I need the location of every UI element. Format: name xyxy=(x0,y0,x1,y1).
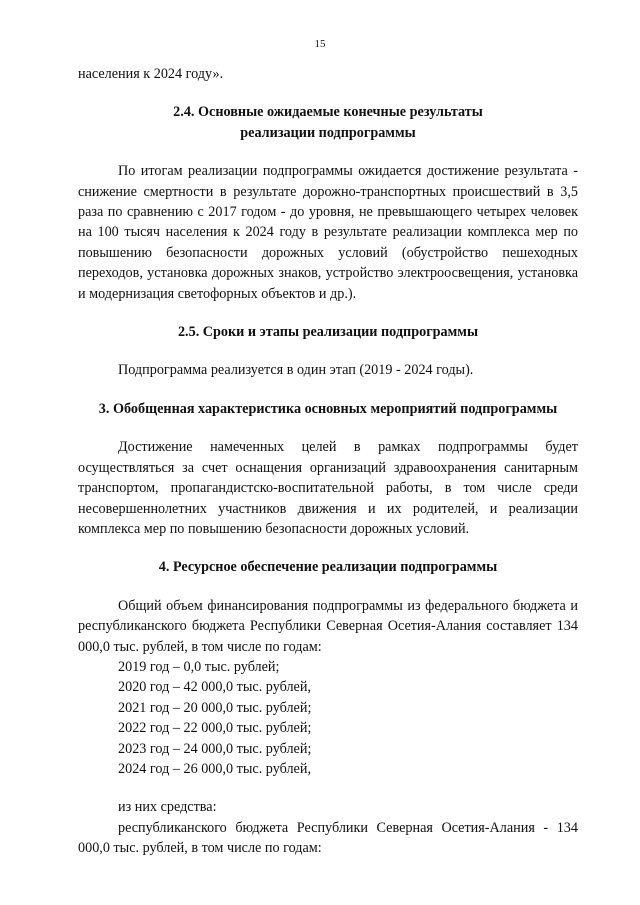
spacer xyxy=(78,779,578,797)
document-body xyxy=(78,64,578,859)
year-2021: 2021 год – 20 000,0 тыс. рублей; xyxy=(118,699,312,716)
republic-budget-paragraph: республиканского бюджета Республики Северная Осетия-Алания - 134 000,0 тыс. рублей, в том числе по годам: xyxy=(78,819,578,857)
year-2020: 2020 год – 42 000,0 тыс. рублей, xyxy=(118,679,311,696)
section-4-title: 4. Ресурсное обеспечение реализации подпрограммы xyxy=(158,559,498,576)
section-2-4-title-line1: 2.4. Основные ожидаемые конечные результаты xyxy=(173,104,483,121)
section-3-paragraph: Достижение намеченных целей в рамках подпрограммы будет осуществляться за счет оснащения организаций здравоохранения санитарным транспортом, пропагандистско-воспитательной работы, в том числе среди несовершеннолетних участников движения и их родителей, и реализации комплекса мер по повышению безопасности дорожных условий. xyxy=(78,439,578,537)
year-2022: 2022 год – 22 000,0 тыс. рублей; xyxy=(118,720,312,737)
section-4-paragraph: Общий объем финансирования подпрограммы из федерального бюджета и республиканского бюджета Республики Северная Осетия-Алания составляет 134 000,0 тыс. рублей, в том числе по годам: xyxy=(78,597,578,655)
spacer xyxy=(78,342,578,360)
year-2023: 2023 год – 24 000,0 тыс. рублей; xyxy=(118,740,312,757)
spacer xyxy=(78,578,578,596)
sources-label: из них средства: xyxy=(118,799,217,816)
year-2024: 2024 год – 26 000,0 тыс. рублей, xyxy=(118,760,311,777)
spacer xyxy=(78,84,578,102)
section-3-title: 3. Обобщенная характеристика основных мероприятий подпрограммы xyxy=(98,400,558,417)
section-2-5-paragraph: Подпрограмма реализуется в один этап (2019 - 2024 годы). xyxy=(118,362,474,379)
spacer xyxy=(78,419,578,437)
spacer xyxy=(78,304,578,322)
section-2-5-title: 2.5. Сроки и этапы реализации подпрограммы xyxy=(177,324,479,341)
page-number: 15 xyxy=(314,38,326,50)
section-2-4-paragraph: По итогам реализации подпрограммы ожидается достижение результата - снижение смертности в результате дорожно-транспортных происшествий в 3,5 раза по сравнению с 2017 годом - до уровня, не превышающего четырех человек на 100 тысяч населения к 2024 году в результате реализации комплекса мер по повышению безопасности дорожных условий (обустройство пешеходных переходов, установка дорожных знаков, устройство электроосвещения, установка и модернизация светофорных объектов и др.). xyxy=(78,163,578,302)
intro-line: населения к 2024 году». xyxy=(78,66,224,82)
spacer xyxy=(78,539,578,557)
spacer xyxy=(78,381,578,399)
section-2-4-title-line2: реализации подпрограммы xyxy=(240,124,416,141)
spacer xyxy=(78,143,578,161)
year-2019: 2019 год – 0,0 тыс. рублей; xyxy=(118,658,280,675)
